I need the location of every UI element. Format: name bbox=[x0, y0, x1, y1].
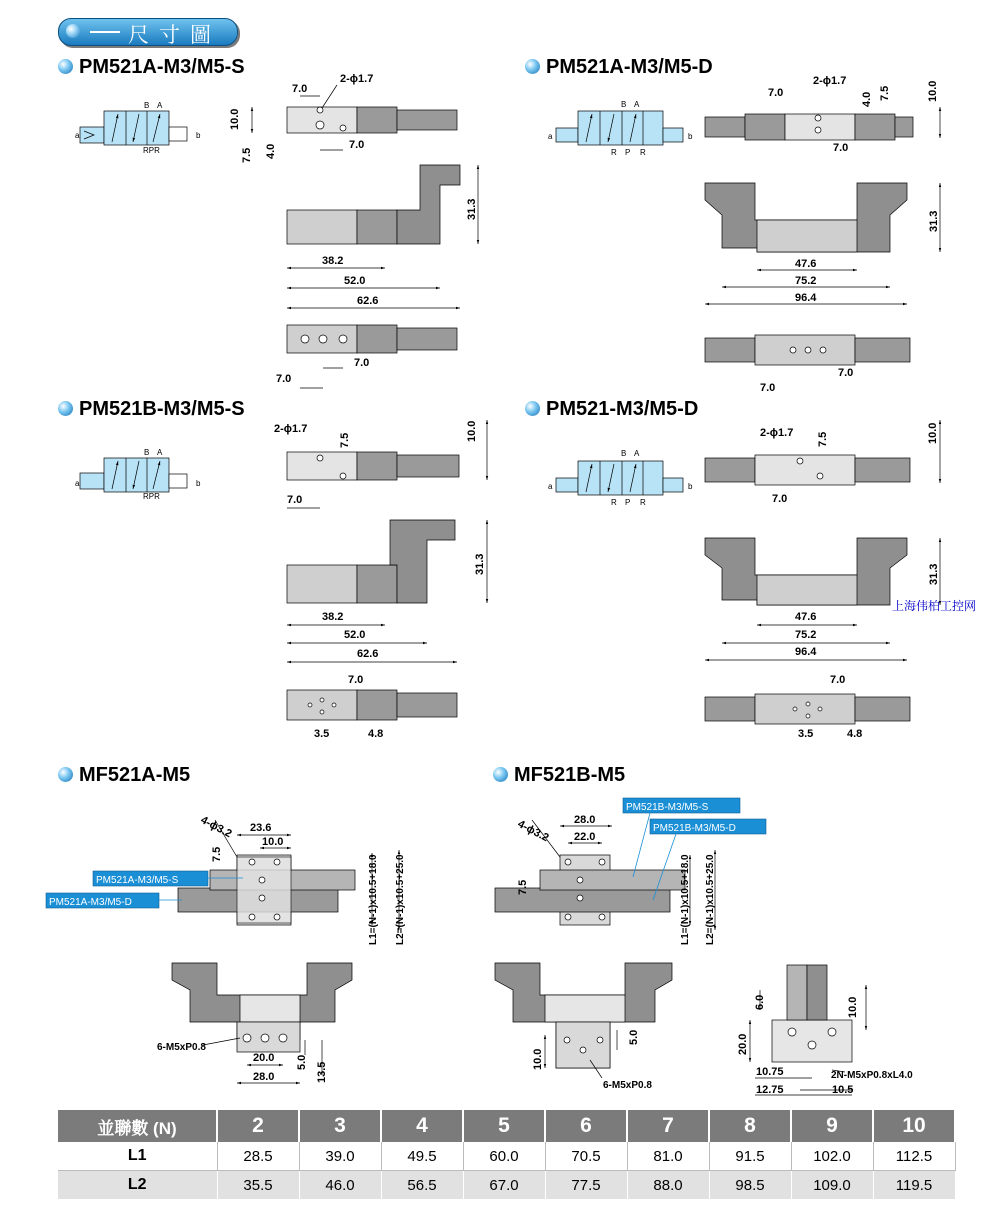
dim-s4-2: 10.0 bbox=[927, 422, 939, 444]
dim-s5-9: 20.0 bbox=[253, 1052, 275, 1064]
title-mf521b: MF521B-M5 bbox=[493, 764, 625, 787]
symbol-label-b: b bbox=[196, 479, 201, 488]
table-cell: 109.0 bbox=[791, 1171, 873, 1200]
table-col-header: 8 bbox=[709, 1110, 791, 1142]
table-row-label: L1 bbox=[58, 1142, 217, 1171]
symbol-label-A: A bbox=[634, 100, 640, 109]
symbol-label-b: b bbox=[688, 132, 693, 141]
symbol-label-a: a bbox=[548, 132, 553, 141]
dim-s1-3: 7.5 bbox=[241, 147, 253, 163]
dim-s2-4: 10.0 bbox=[927, 80, 939, 102]
dim-s3-3: 7.0 bbox=[287, 494, 303, 506]
header-title: 尺寸圖 bbox=[128, 23, 221, 47]
table-cell: 112.5 bbox=[873, 1142, 955, 1171]
table-row bbox=[58, 1171, 955, 1200]
dim-s1-4: 4.0 bbox=[265, 143, 277, 159]
dim-s1-6: 31.3 bbox=[466, 198, 478, 220]
dim-s1-11: 7.0 bbox=[276, 373, 292, 385]
dim-s5-8: 6-M5xP0.8 bbox=[157, 1042, 206, 1053]
title-pm521-d: PM521-M3/M5-D bbox=[525, 398, 698, 421]
dim-s3-8: 7.0 bbox=[348, 674, 364, 686]
dim-s6-9: 5.0 bbox=[628, 1029, 640, 1045]
dim-s4-10: 4.8 bbox=[847, 728, 863, 740]
dim-s2-2: 4.0 bbox=[861, 91, 873, 107]
dim-s5-4: L1=(N-1)x10.5+18.0 bbox=[368, 854, 379, 945]
table-cell: 91.5 bbox=[709, 1142, 791, 1171]
dim-s5-12: 13.5 bbox=[316, 1061, 328, 1083]
table-cell: 67.0 bbox=[463, 1171, 545, 1200]
dim-s6-4: L1=(N-1)x10.5+18.0 bbox=[680, 854, 691, 945]
table-header-label: 並聯數 (N) bbox=[58, 1110, 217, 1142]
dim-s5-1: 23.6 bbox=[250, 822, 272, 834]
pneumatic-symbol-2 bbox=[556, 111, 683, 145]
table-cell: 60.0 bbox=[463, 1142, 545, 1171]
dim-s3-9: 3.5 bbox=[314, 728, 330, 740]
dim-s6-10: 6-M5xP0.8 bbox=[603, 1080, 652, 1091]
table-col-header: 10 bbox=[873, 1110, 955, 1142]
dim-s7-6: 2N-M5xP0.8xL4.0 bbox=[831, 1070, 913, 1081]
dim-s4-4: 31.3 bbox=[928, 563, 940, 585]
dim-s6-8: 10.0 bbox=[532, 1048, 544, 1070]
table-cell: 56.5 bbox=[381, 1171, 463, 1200]
table-col-header: 5 bbox=[463, 1110, 545, 1142]
table-cell: 35.5 bbox=[217, 1171, 299, 1200]
dim-s2-9: 96.4 bbox=[795, 292, 817, 304]
dim-s3-10: 4.8 bbox=[368, 728, 384, 740]
symbol-label-a: a bbox=[548, 482, 553, 491]
symbol-label-B: B bbox=[144, 448, 150, 457]
dim-s1-8: 52.0 bbox=[344, 275, 366, 287]
dim-s1-10: 7.0 bbox=[354, 357, 370, 369]
dim-s2-8: 75.2 bbox=[795, 275, 817, 287]
dim-s2-6: 31.3 bbox=[928, 210, 940, 232]
dim-s7-3: 10.75 bbox=[756, 1066, 784, 1078]
dim-s2-10: 7.0 bbox=[838, 367, 854, 379]
dim-s5-2: 10.0 bbox=[262, 836, 284, 848]
pneumatic-symbol-3 bbox=[80, 458, 187, 492]
callout-text-pm521a-d: PM521A-M3/M5-D bbox=[49, 897, 132, 908]
dim-s1-9: 62.6 bbox=[357, 295, 379, 307]
symbol-label-R: R bbox=[640, 148, 646, 157]
symbol-label-B: B bbox=[621, 100, 627, 109]
dim-s5-11: 5.0 bbox=[296, 1054, 308, 1070]
dim-s4-0: 2-ϕ1.7 bbox=[760, 427, 794, 439]
callout-text-pm521b-s: PM521B-M3/M5-S bbox=[626, 802, 709, 813]
dim-s2-5: 7.0 bbox=[833, 142, 849, 154]
dim-s4-9: 3.5 bbox=[798, 728, 814, 740]
dim-s2-3: 7.5 bbox=[879, 85, 891, 101]
table-header-row bbox=[58, 1110, 955, 1142]
dim-s6-0: 4-ϕ3.2 bbox=[515, 818, 551, 845]
table-row-label: L2 bbox=[58, 1171, 217, 1200]
table-cell: 46.0 bbox=[299, 1171, 381, 1200]
dim-s7-5: 10.5 bbox=[832, 1084, 854, 1096]
symbol-label-rpr: RPR bbox=[143, 146, 160, 155]
dim-s7-0: 6.0 bbox=[754, 994, 766, 1010]
symbol-label-P: P bbox=[625, 148, 631, 157]
table-cell: 81.0 bbox=[627, 1142, 709, 1171]
dim-s5-3: 7.5 bbox=[211, 846, 223, 862]
table-cell: 102.0 bbox=[791, 1142, 873, 1171]
dim-s1-0: 7.0 bbox=[292, 83, 308, 95]
dim-s4-1: 7.5 bbox=[817, 431, 829, 447]
table-cell: 28.5 bbox=[217, 1142, 299, 1171]
dim-s4-5: 47.6 bbox=[795, 611, 817, 623]
symbol-label-R: R bbox=[640, 498, 646, 507]
title-pm521b-s: PM521B-M3/M5-S bbox=[58, 398, 245, 421]
symbol-label-A: A bbox=[157, 448, 163, 457]
dim-s3-0: 2-ϕ1.7 bbox=[274, 423, 308, 435]
dim-s2-1: 2-ϕ1.7 bbox=[813, 75, 847, 87]
symbol-label-B: B bbox=[144, 101, 150, 110]
callout-text-pm521a-s: PM521A-M3/M5-S bbox=[96, 875, 179, 886]
title-pm521a-d: PM521A-M3/M5-D bbox=[525, 56, 713, 79]
dim-s1-5: 7.0 bbox=[349, 139, 365, 151]
dim-s2-7: 47.6 bbox=[795, 258, 817, 270]
symbol-label-a: a bbox=[75, 131, 80, 140]
table-cell: 70.5 bbox=[545, 1142, 627, 1171]
dim-s1-1: 2-ϕ1.7 bbox=[340, 73, 374, 85]
dim-s5-0: 4-ϕ3.2 bbox=[198, 814, 234, 841]
dim-s6-2: 22.0 bbox=[574, 831, 596, 843]
watermark: 上海伟柏工控网 bbox=[892, 599, 977, 613]
symbol-label-P: P bbox=[625, 498, 631, 507]
table-col-header: 4 bbox=[381, 1110, 463, 1142]
symbol-label-rpr: RPR bbox=[143, 492, 160, 501]
table-col-header: 2 bbox=[217, 1110, 299, 1142]
dim-s7-2: 20.0 bbox=[737, 1033, 749, 1055]
table-cell: 49.5 bbox=[381, 1142, 463, 1171]
dim-s4-8: 7.0 bbox=[830, 674, 846, 686]
dim-s1-7: 38.2 bbox=[322, 255, 344, 267]
pneumatic-symbol-1 bbox=[80, 111, 187, 145]
table-cell: 88.0 bbox=[627, 1171, 709, 1200]
dim-s3-2: 10.0 bbox=[466, 420, 478, 442]
dim-s5-10: 28.0 bbox=[253, 1071, 275, 1083]
table-cell: 98.5 bbox=[709, 1171, 791, 1200]
symbol-label-R: R bbox=[611, 498, 617, 507]
dim-s4-7: 96.4 bbox=[795, 646, 817, 658]
dim-s3-7: 62.6 bbox=[357, 648, 379, 660]
table-cell: 39.0 bbox=[299, 1142, 381, 1171]
dim-s7-4: 12.75 bbox=[756, 1084, 784, 1096]
dim-s6-5: L2=(N-1)x10.5+25.0 bbox=[705, 854, 716, 945]
title-mf521a: MF521A-M5 bbox=[58, 764, 190, 787]
dim-s1-2: 10.0 bbox=[229, 108, 241, 130]
dim-s7-1: 10.0 bbox=[847, 996, 859, 1018]
dim-s6-3: 7.5 bbox=[517, 879, 529, 895]
table-cell: 77.5 bbox=[545, 1171, 627, 1200]
symbol-label-b: b bbox=[196, 131, 201, 140]
title-pm521a-s: PM521A-M3/M5-S bbox=[58, 56, 245, 79]
symbol-label-R: R bbox=[611, 148, 617, 157]
table-row bbox=[58, 1142, 955, 1171]
pneumatic-symbol-4 bbox=[556, 461, 683, 495]
dim-s4-3: 7.0 bbox=[772, 493, 788, 505]
symbol-label-A: A bbox=[157, 101, 163, 110]
table-col-header: 3 bbox=[299, 1110, 381, 1142]
symbol-label-b: b bbox=[688, 482, 693, 491]
table-col-header: 7 bbox=[627, 1110, 709, 1142]
dim-s3-5: 38.2 bbox=[322, 611, 344, 623]
dim-s3-4: 31.3 bbox=[474, 553, 486, 575]
dim-s2-0: 7.0 bbox=[768, 87, 784, 99]
table-col-header: 6 bbox=[545, 1110, 627, 1142]
dim-s5-5: L2=(N-1)x10.5+25.0 bbox=[395, 854, 406, 945]
dim-s2-11: 7.0 bbox=[760, 382, 776, 394]
dim-s3-1: 7.5 bbox=[339, 432, 351, 448]
dim-s3-6: 52.0 bbox=[344, 629, 366, 641]
table-cell: 119.5 bbox=[873, 1171, 955, 1200]
symbol-label-A: A bbox=[634, 449, 640, 458]
table-col-header: 9 bbox=[791, 1110, 873, 1142]
symbol-label-B: B bbox=[621, 449, 627, 458]
dim-s4-6: 75.2 bbox=[795, 629, 817, 641]
symbol-label-a: a bbox=[75, 479, 80, 488]
dim-s6-1: 28.0 bbox=[574, 814, 596, 826]
callout-text-pm521b-d: PM521B-M3/M5-D bbox=[653, 823, 736, 834]
dimension-table bbox=[58, 1110, 956, 1199]
